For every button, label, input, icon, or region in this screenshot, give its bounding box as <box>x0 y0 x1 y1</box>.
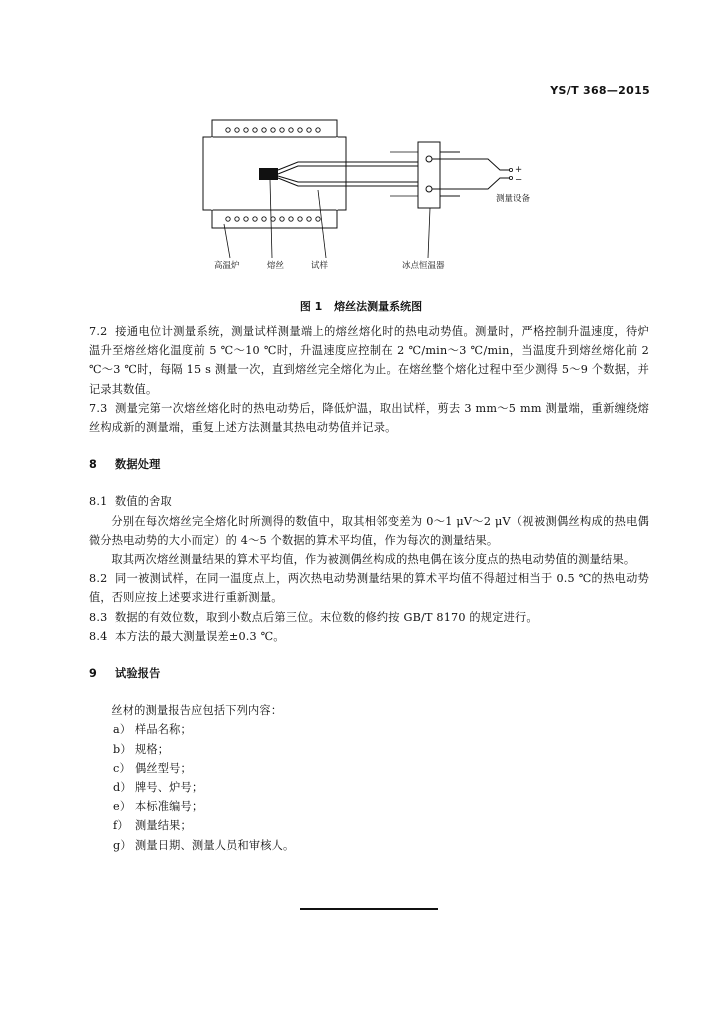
report-intro: 丝材的测量报告应包括下列内容： <box>111 704 283 718</box>
clause-text: 本方法的最大测量误差±0.3 ℃。 <box>115 629 285 643</box>
clause-text: 接通电位计测量系统，测量试样测量端上的熔丝熔化时的热电动势值。测量时，严格控制升温速度，待炉温升至熔丝熔化温度前 5 ℃～10 ℃时，升温速度应控制在 2 ℃/min～3 ℃/min，当温度升到熔丝熔化前 2 ℃～3 ℃时，每隔 15 s 测量一次，直到熔丝完全熔化为止。在熔丝整个熔化过程中至少测得 5～9 个数据，并记录其数值。 <box>89 325 649 396</box>
section-title: 试验报告 <box>115 667 161 681</box>
furnace-label: 高温炉 <box>214 261 240 271</box>
list-marker: e） <box>113 800 132 814</box>
lead-wires <box>432 152 510 196</box>
section-9-heading <box>89 664 649 683</box>
plus-label: + <box>515 165 523 175</box>
list-marker: c） <box>113 761 131 775</box>
minus-label: − <box>515 175 523 185</box>
section-title: 数据处理 <box>115 458 161 472</box>
fuse-wire-label: 熔丝 <box>267 261 285 271</box>
list-marker: d） <box>113 781 132 795</box>
clause-number: 8.3 <box>89 610 108 624</box>
list-text: 样品名称； <box>135 723 192 737</box>
list-item <box>89 836 649 855</box>
list-item <box>89 759 649 778</box>
clause-8-1-heading <box>89 492 649 511</box>
end-of-document-rule <box>300 908 438 910</box>
clause-number: 7.2 <box>89 325 108 338</box>
ice-point-box <box>390 142 440 208</box>
specimen-label: 试样 <box>311 261 329 271</box>
section-number: 9 <box>89 667 97 681</box>
clause-number: 7.3 <box>89 401 108 415</box>
instrument-label: 测量设备 <box>496 194 531 204</box>
list-text: 规格； <box>135 742 170 756</box>
figure-number: 图 1 <box>299 300 323 313</box>
list-marker: a） <box>113 723 132 737</box>
list-item <box>89 816 649 835</box>
standard-number: YS/T 368—2015 <box>550 84 650 97</box>
list-text: 测量日期、测量人员和审核人。 <box>135 838 295 852</box>
list-item <box>89 740 649 759</box>
list-text: 牌号、炉号； <box>135 781 204 795</box>
clause-text: 数据的有效位数，取到小数点后第三位。末位数的修约按 GB/T 8170 的规定进行。 <box>115 610 538 624</box>
ice-bath-label: 冰点恒温器 <box>402 261 445 271</box>
clause-8-2 <box>89 569 649 607</box>
list-text: 偶丝型号； <box>135 761 192 775</box>
section-number: 8 <box>89 458 97 472</box>
document-body <box>89 322 649 855</box>
clause-number: 8.1 <box>89 495 108 509</box>
clause-text: 同一被测试样，在同一温度点上，两次热电动势测量结果的算术平均值不得超过相当于 0.5 ℃的热电动势值，否则应按上述要求进行重新测量。 <box>89 572 649 605</box>
clause-8-3 <box>89 608 649 627</box>
figure-caption <box>0 298 722 314</box>
system-diagram <box>0 112 722 297</box>
clause-7-2 <box>89 322 649 399</box>
clause-text: 测量完第一次熔丝熔化时的热电动势后，降低炉温，取出试样，剪去 3 mm～5 mm 测量端，重新缠绕熔丝构成新的测量端，重复上述方法测量其热电动势值并记录。 <box>89 401 649 435</box>
list-marker: g） <box>113 838 132 852</box>
clause-number: 8.2 <box>89 572 108 586</box>
list-marker: b） <box>113 742 132 756</box>
figure-title: 熔丝法测量系统图 <box>334 300 423 313</box>
list-item <box>89 720 649 739</box>
list-item <box>89 778 649 797</box>
clause-8-4 <box>89 627 649 646</box>
clause-8-1-para-1: 分别在每次熔丝完全熔化时所测得的数值中，取其相邻变差为 0～1 μV～2 μV（视被测偶丝构成的热电偶微分热电动势的大小而定）的 4～5 个数据的算术平均值，作为每次的测量结果。 <box>89 514 649 547</box>
list-marker: f） <box>113 819 129 833</box>
clause-8-1-para-2: 取其两次熔丝测量结果的算术平均值，作为被测偶丝构成的热电偶在该分度点的热电动势值的测量结果。 <box>111 553 636 567</box>
clause-number: 8.4 <box>89 629 108 643</box>
list-text: 本标准编号； <box>135 800 204 814</box>
clause-title: 数值的舍取 <box>115 495 172 509</box>
clause-7-3 <box>89 399 649 437</box>
specimen-block <box>259 168 278 180</box>
list-item <box>89 797 649 816</box>
list-text: 测量结果； <box>135 819 192 833</box>
section-8-heading <box>89 455 649 474</box>
